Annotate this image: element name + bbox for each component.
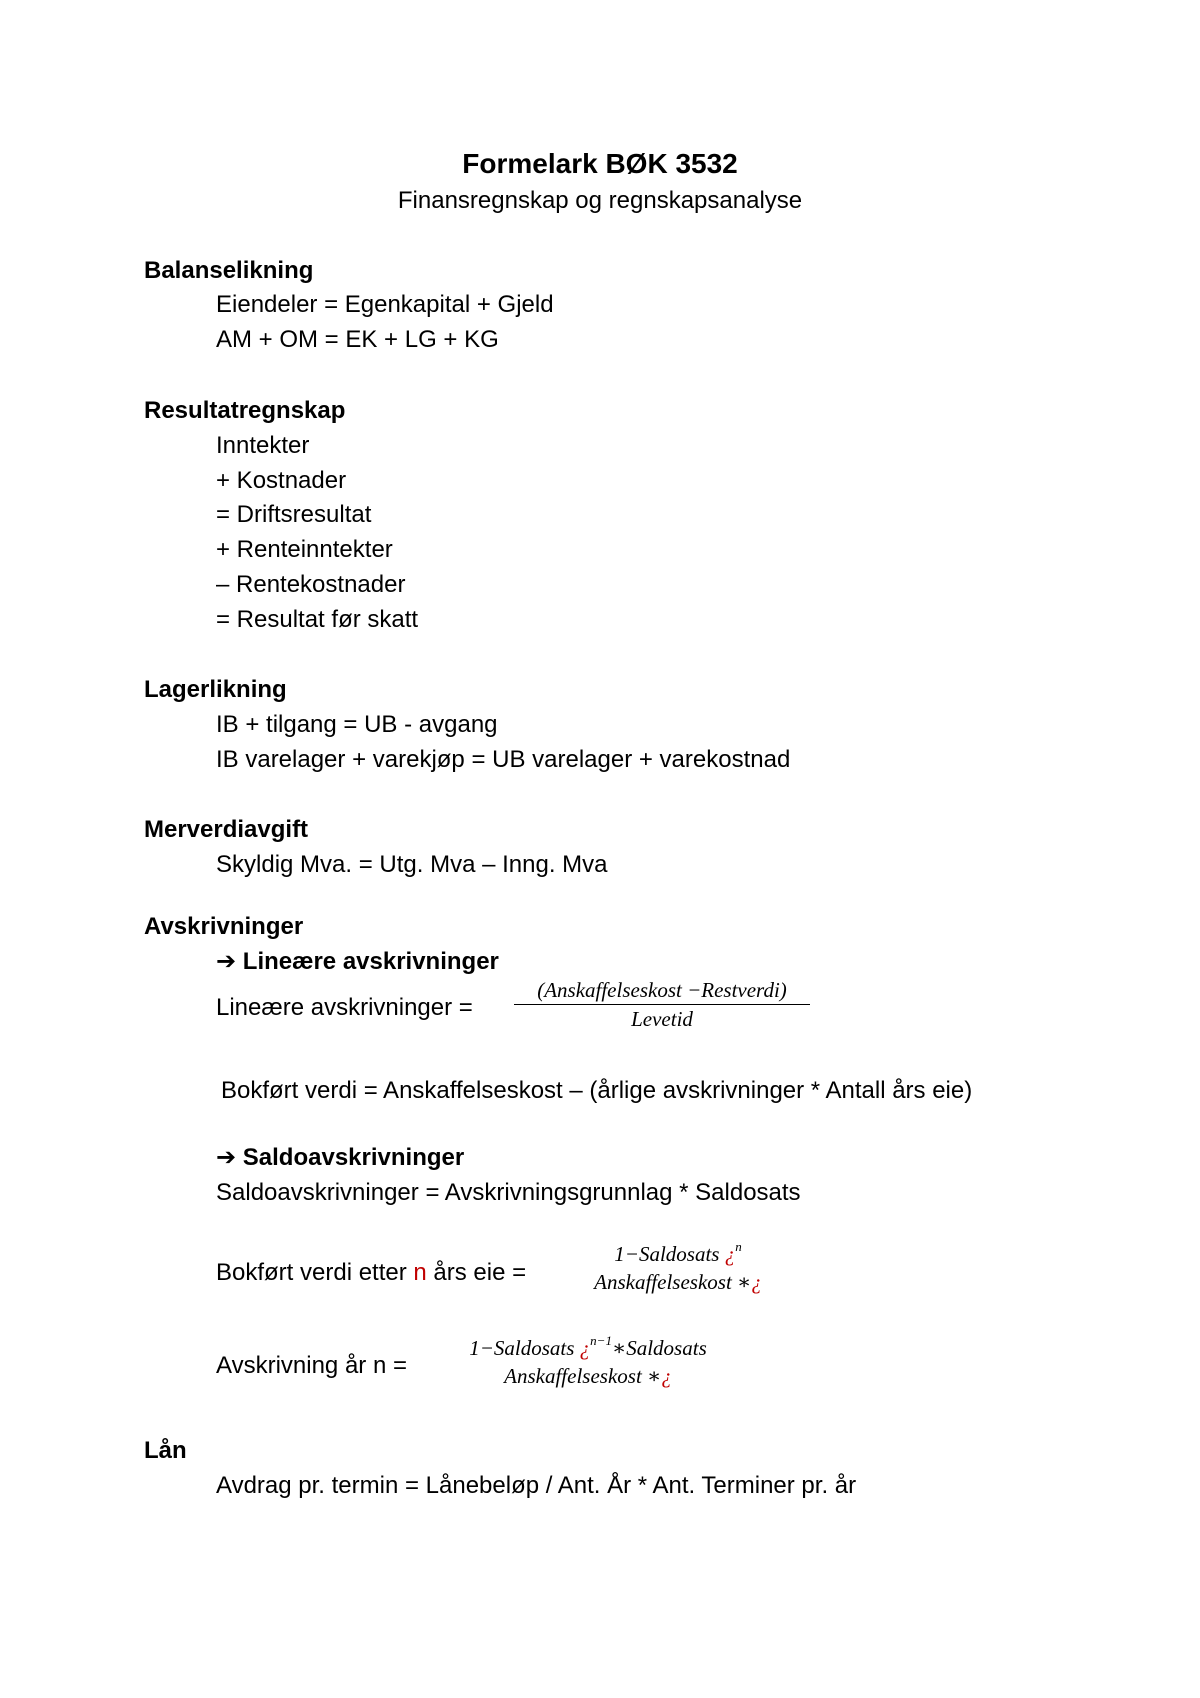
section-heading-merverdiavgift: Merverdiavgift (144, 816, 309, 843)
arrow-right-icon: ➔ (216, 1144, 237, 1171)
formula-line: = Driftsresultat (216, 501, 372, 528)
formula-line: Bokført verdi = Anskaffelseskost – (årlige avskrivninger * Antall års eie) (221, 1077, 973, 1104)
formula-line: = Resultat før skatt (216, 606, 419, 633)
formula-label: Lineære avskrivninger = (216, 994, 473, 1021)
formula-line: Skyldig Mva. = Utg. Mva – Inng. Mva (216, 851, 608, 878)
page-subtitle: Finansregnskap og regnskapsanalyse (397, 187, 803, 214)
formula-line: AM + OM = EK + LG + KG (216, 326, 499, 353)
formula-label: Avskrivning år n = (216, 1352, 407, 1379)
section-heading-resultatregnskap: Resultatregnskap (144, 397, 346, 424)
section-heading-balanselikning: Balanselikning (144, 257, 314, 284)
subheading-lineaere (216, 947, 499, 977)
fraction-denominator: Levetid (631, 1007, 693, 1031)
section-heading-laan: Lån (144, 1437, 187, 1464)
formula-line: – Rentekostnader (216, 571, 406, 598)
fraction-denominator: Anskaffelseskost ∗¿ (504, 1364, 672, 1388)
formula-line: IB varelager + varekjøp = UB varelager + varekostnad (216, 746, 791, 773)
formula-label (216, 1258, 526, 1288)
fraction-denominator: Anskaffelseskost ∗¿ (594, 1270, 762, 1294)
label-text: Bokført verdi etter (216, 1259, 414, 1286)
section-heading-lagerlikning: Lagerlikning (144, 676, 287, 703)
subheading-label: Lineære avskrivninger (242, 948, 499, 975)
formula-line: Saldoavskrivninger = Avskrivningsgrunnlag * Saldosats (216, 1179, 801, 1206)
arrow-right-icon: ➔ (216, 948, 237, 975)
variable-n: n (413, 1259, 427, 1286)
fraction-avskrivning-n (438, 1334, 738, 1390)
label-text: års eie = (426, 1259, 527, 1286)
fraction-bokfort-n (568, 1240, 788, 1296)
fraction-lineaere (512, 976, 812, 1033)
subheading-label: Saldoavskrivninger (242, 1144, 465, 1171)
section-heading-avskrivninger: Avskrivninger (144, 913, 304, 940)
subheading-saldo (216, 1143, 464, 1173)
formula-line: Avdrag pr. termin = Lånebeløp / Ant. År * Ant. Terminer pr. år (216, 1472, 857, 1499)
formula-line: Eiendeler = Egenkapital + Gjeld (216, 291, 554, 318)
page-title: Formelark BØK 3532 (462, 148, 738, 179)
formula-line: Inntekter (216, 432, 310, 459)
formula-line: + Renteinntekter (216, 536, 393, 563)
fraction-numerator: 1−Saldosats ¿$^{n-1}$∗Saldosats (469, 1333, 707, 1360)
formula-line: IB + tilgang = UB - avgang (216, 711, 498, 738)
fraction-numerator: (Anskaffelseskost −Restverdi) (537, 978, 787, 1002)
formula-line: + Kostnader (216, 467, 347, 494)
fraction-numerator: 1−Saldosats ¿$^n$ (614, 1239, 742, 1266)
